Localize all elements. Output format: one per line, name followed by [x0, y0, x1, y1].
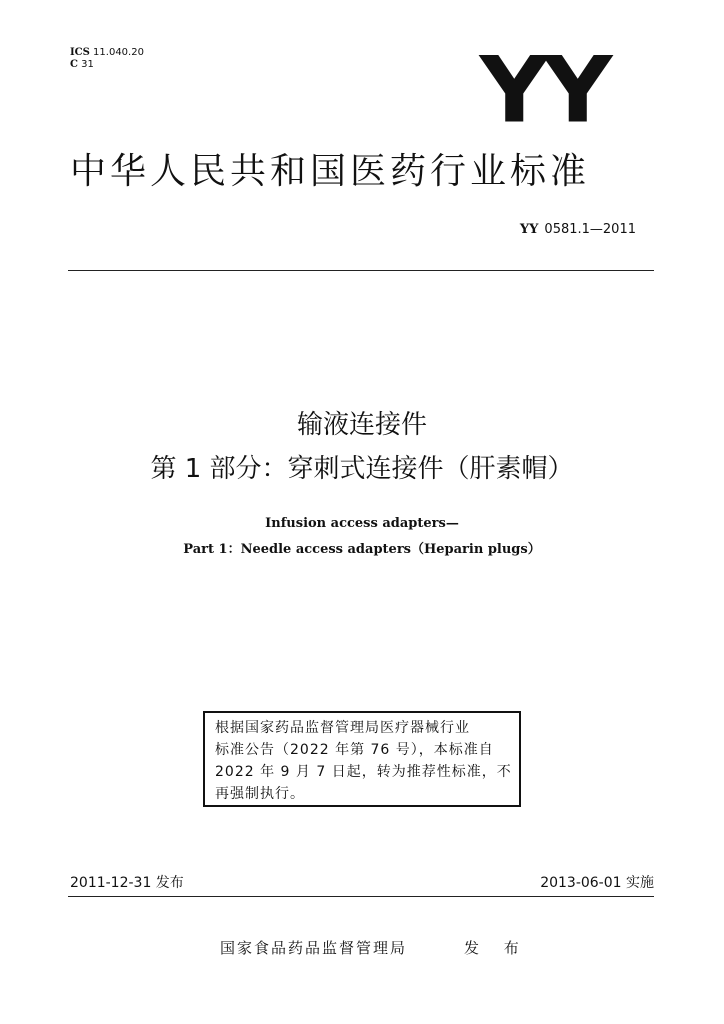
header-divider: [68, 270, 654, 271]
yy-logo: YY: [479, 36, 607, 144]
notice-box: [203, 711, 521, 807]
footer-divider: [68, 896, 654, 897]
ics-label: ICS: [70, 47, 90, 58]
ccs-code: 31: [81, 59, 94, 70]
standard-org-title: 中华人民共和国医药行业标准: [70, 151, 591, 192]
classification-codes: [70, 47, 144, 71]
ccs-label: C: [70, 59, 78, 70]
standard-number-value: 0581.1—2011: [544, 222, 636, 237]
publish-label: 发 布: [464, 939, 529, 957]
title-en-main: Infusion access adapters—: [265, 516, 459, 531]
title-cn-part: 第 1 部分：穿刺式连接件（肝素帽）: [150, 454, 574, 484]
title-cn-main: 输液连接件: [296, 410, 427, 440]
notice-line: 标准公告（2022 年第 76 号），本标准自: [215, 742, 494, 758]
standard-number: [520, 222, 636, 238]
ics-line: [70, 47, 144, 59]
publisher-name: 国家食品药品监督管理局: [220, 939, 408, 957]
title-en-part: Part 1：Needle access adapters（Heparin plugs）: [183, 542, 541, 557]
standard-number-prefix: YY: [519, 222, 539, 237]
notice-line: 根据国家药品监督管理局医疗器械行业: [215, 720, 470, 736]
notice-line: 再强制执行。: [215, 786, 305, 802]
implementation-date: 2013-06-01 实施: [540, 875, 654, 891]
ccs-line: [70, 59, 144, 71]
ics-code: 11.040.20: [93, 47, 144, 58]
issue-date: 2011-12-31 发布: [70, 875, 184, 891]
notice-line: 2022 年 9 月 7 日起，转为推荐性标准，不: [215, 764, 512, 780]
